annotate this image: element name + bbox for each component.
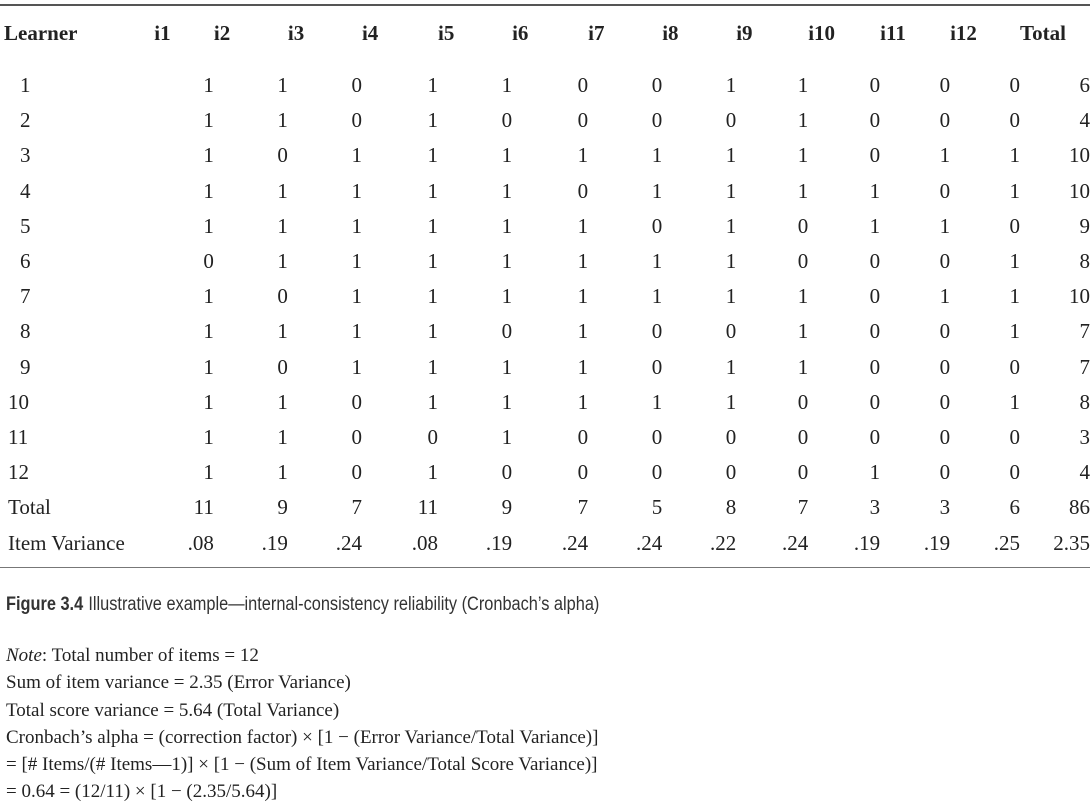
- table-row: [0, 490, 1090, 525]
- item-score-cell: 1: [277, 389, 288, 414]
- item-score-cell: 3: [939, 495, 951, 520]
- item-score-cell: 1: [203, 284, 214, 309]
- item-score-cell: 1: [277, 178, 288, 203]
- item-score-cell: 1: [203, 319, 214, 344]
- item-score-cell: 1: [797, 108, 809, 133]
- item-score-cell: 0: [1009, 354, 1020, 379]
- item-score-cell: 1: [351, 178, 362, 203]
- item-score-cell: 0: [939, 354, 951, 379]
- item-score-cell: 1: [651, 389, 663, 414]
- item-score-cell: 1: [725, 73, 737, 98]
- item-score-cell: 1: [1009, 284, 1020, 309]
- item-score-cell: 0: [501, 108, 513, 133]
- item-score-cell: .24: [335, 530, 362, 555]
- row-total-cell: 8: [1079, 249, 1090, 274]
- item-score-cell: 0: [651, 319, 663, 344]
- header-i2: i2: [213, 20, 231, 45]
- item-score-cell: 0: [725, 424, 737, 449]
- item-score-cell: 0: [651, 108, 663, 133]
- item-score-cell: 6: [1009, 495, 1020, 520]
- item-score-cell: 0: [797, 460, 809, 485]
- item-score-cell: 1: [203, 213, 214, 238]
- item-score-cell: 0: [797, 249, 809, 274]
- row-label: Item Variance: [8, 530, 125, 555]
- item-score-cell: 1: [501, 73, 513, 98]
- item-score-cell: 1: [277, 108, 288, 133]
- item-score-cell: 1: [427, 354, 439, 379]
- item-score-cell: .24: [635, 530, 663, 555]
- row-total-cell: 8: [1079, 389, 1090, 414]
- item-score-cell: 1: [577, 284, 589, 309]
- item-score-cell: 0: [277, 284, 288, 309]
- header-i1: i1: [154, 20, 171, 45]
- item-score-cell: 1: [577, 354, 589, 379]
- item-score-cell: 0: [577, 108, 589, 133]
- item-score-cell: 1: [203, 424, 214, 449]
- item-score-cell: 0: [869, 73, 881, 98]
- item-score-cell: 0: [351, 389, 362, 414]
- note-line-alpha-formula: Cronbach’s alpha = (correction factor) × [1 − (Error Variance/Total Variance)]: [6, 726, 599, 748]
- row-label: 9: [20, 354, 31, 379]
- item-score-cell: 0: [797, 424, 809, 449]
- item-score-cell: 1: [277, 460, 288, 485]
- row-label: 11: [8, 424, 29, 449]
- item-score-cell: 7: [577, 495, 589, 520]
- item-score-cell: 1: [577, 249, 589, 274]
- item-score-cell: 0: [651, 213, 663, 238]
- item-score-cell: 1: [501, 213, 513, 238]
- item-score-cell: 1: [577, 143, 589, 168]
- item-score-cell: .24: [781, 530, 809, 555]
- item-score-cell: 0: [1009, 460, 1020, 485]
- header-i10: i10: [808, 20, 836, 45]
- table-row: [0, 350, 1090, 385]
- row-label: 8: [20, 319, 31, 344]
- note-line-total-variance: Total score variance = 5.64 (Total Variance): [6, 699, 340, 721]
- item-score-cell: 0: [577, 73, 589, 98]
- item-score-cell: 0: [1009, 108, 1020, 133]
- item-score-cell: 0: [1009, 424, 1020, 449]
- item-score-cell: 1: [869, 213, 881, 238]
- item-score-cell: 1: [501, 249, 513, 274]
- item-score-cell: 0: [797, 213, 809, 238]
- item-score-cell: 0: [939, 249, 951, 274]
- table-row: [0, 455, 1090, 490]
- item-score-cell: 0: [797, 389, 809, 414]
- item-score-cell: 1: [725, 178, 737, 203]
- item-score-cell: 1: [427, 178, 439, 203]
- data-table-container: [0, 4, 1090, 568]
- item-score-cell: 0: [501, 319, 513, 344]
- row-total-cell: 4: [1079, 108, 1090, 133]
- header-i5: i5: [438, 20, 455, 45]
- item-score-cell: 1: [577, 389, 589, 414]
- item-score-cell: 1: [1009, 143, 1020, 168]
- item-score-cell: 1: [427, 213, 439, 238]
- item-score-cell: 1: [351, 249, 362, 274]
- item-score-cell: .19: [923, 530, 951, 555]
- item-score-cell: 9: [277, 495, 288, 520]
- item-score-cell: 0: [869, 284, 881, 309]
- item-score-cell: 1: [797, 354, 809, 379]
- item-score-cell: 1: [427, 249, 439, 274]
- row-label: 3: [20, 143, 31, 168]
- item-score-cell: 1: [1009, 249, 1020, 274]
- item-score-cell: .19: [485, 530, 513, 555]
- row-label: 12: [8, 460, 29, 485]
- table-row: [0, 314, 1090, 349]
- header-i3: i3: [287, 20, 305, 45]
- table-row: [0, 138, 1090, 173]
- item-score-cell: 1: [1009, 178, 1020, 203]
- item-score-cell: 1: [203, 354, 214, 379]
- row-total-cell: 7: [1079, 319, 1090, 344]
- item-score-cell: 1: [427, 284, 439, 309]
- item-score-cell: 0: [203, 249, 214, 274]
- item-score-cell: 1: [203, 460, 214, 485]
- item-score-cell: 0: [351, 108, 362, 133]
- item-score-cell: 1: [277, 319, 288, 344]
- item-score-cell: 1: [651, 143, 663, 168]
- item-score-cell: 1: [351, 284, 362, 309]
- item-score-cell: 0: [651, 424, 663, 449]
- item-score-cell: 0: [869, 249, 881, 274]
- header-i11: i11: [880, 20, 906, 45]
- item-score-cell: 0: [277, 354, 288, 379]
- item-score-cell: 0: [939, 389, 951, 414]
- item-score-cell: 0: [725, 319, 737, 344]
- note-line-result: = 0.64 = (12/11) × [1 − (2.35/5.64)]: [6, 781, 278, 803]
- item-score-cell: 1: [203, 389, 214, 414]
- item-score-cell: 1: [277, 249, 288, 274]
- row-label: 1: [20, 73, 31, 98]
- item-score-cell: 1: [427, 108, 439, 133]
- item-score-cell: 0: [427, 424, 439, 449]
- item-score-cell: 1: [651, 249, 663, 274]
- item-score-cell: 1: [725, 284, 737, 309]
- table-row: [0, 420, 1090, 455]
- header-i7: i7: [588, 20, 605, 45]
- row-label: Total: [8, 495, 51, 520]
- item-score-cell: 1: [651, 178, 663, 203]
- item-score-cell: 1: [725, 143, 737, 168]
- row-total-cell: 6: [1079, 73, 1090, 98]
- table-row: [0, 60, 1090, 103]
- item-score-cell: 1: [797, 284, 809, 309]
- row-label: 7: [20, 284, 31, 309]
- item-score-cell: 1: [501, 284, 513, 309]
- item-score-cell: 0: [939, 178, 951, 203]
- item-score-cell: 1: [351, 319, 362, 344]
- row-total-cell: 10: [1069, 143, 1090, 168]
- table-body: [0, 60, 1090, 567]
- item-score-cell: 1: [351, 354, 362, 379]
- row-total-cell: 9: [1079, 213, 1090, 238]
- row-label: 6: [20, 249, 31, 274]
- header-i4: i4: [361, 20, 379, 45]
- item-score-cell: 5: [651, 495, 663, 520]
- item-score-cell: .08: [411, 530, 439, 555]
- item-score-cell: 0: [939, 460, 951, 485]
- item-score-cell: 1: [939, 143, 951, 168]
- table-bottom-rule: [0, 567, 1090, 568]
- item-score-cell: 1: [277, 73, 288, 98]
- item-score-cell: 0: [1009, 73, 1020, 98]
- notes-block: [6, 642, 598, 806]
- note-text: : Total number of items = 12: [41, 645, 259, 666]
- item-score-cell: 1: [427, 460, 439, 485]
- item-score-cell: 1: [203, 73, 214, 98]
- item-score-cell: 1: [203, 178, 214, 203]
- item-score-cell: 1: [277, 213, 288, 238]
- item-score-cell: 0: [651, 73, 663, 98]
- item-score-cell: 1: [501, 354, 513, 379]
- item-score-cell: 0: [939, 108, 951, 133]
- item-score-cell: .19: [261, 530, 288, 555]
- item-score-cell: 7: [351, 495, 362, 520]
- item-score-cell: 1: [427, 73, 439, 98]
- item-score-cell: 0: [869, 143, 881, 168]
- item-score-cell: 1: [501, 389, 513, 414]
- row-total-cell: 86: [1069, 495, 1090, 520]
- header-total: Total: [1020, 20, 1066, 45]
- item-score-cell: 0: [651, 460, 663, 485]
- item-score-cell: 1: [869, 178, 881, 203]
- table-header-row: [0, 6, 1090, 60]
- item-score-cell: 1: [797, 73, 809, 98]
- row-label: 5: [20, 213, 31, 238]
- item-score-cell: 0: [725, 460, 737, 485]
- item-score-cell: 1: [203, 108, 214, 133]
- item-score-cell: 1: [427, 389, 439, 414]
- item-score-cell: 3: [869, 495, 881, 520]
- table-row: [0, 103, 1090, 138]
- item-score-cell: .22: [709, 530, 737, 555]
- header-learner: Learner: [4, 20, 78, 45]
- item-score-cell: 0: [651, 354, 663, 379]
- item-score-cell: 0: [577, 460, 589, 485]
- item-score-cell: 11: [417, 495, 439, 520]
- table-row: [0, 209, 1090, 244]
- note-line-expanded-formula: = [# Items/(# Items—1)] × [1 − (Sum of Item Variance/Total Score Variance)]: [6, 754, 598, 776]
- item-score-cell: 1: [427, 143, 439, 168]
- item-score-cell: 1: [577, 213, 589, 238]
- row-label: 2: [20, 108, 31, 133]
- item-score-cell: 0: [939, 73, 951, 98]
- header-i12: i12: [950, 20, 977, 45]
- item-score-cell: 1: [725, 249, 737, 274]
- row-total-cell: 2.35: [1053, 530, 1090, 555]
- item-score-cell: 1: [203, 143, 214, 168]
- row-total-cell: 3: [1079, 424, 1090, 449]
- note-line-error-variance: Sum of item variance = 2.35 (Error Variance): [6, 672, 351, 694]
- item-score-cell: 0: [277, 143, 288, 168]
- figure-label: Figure 3.4: [6, 594, 84, 615]
- item-score-cell: 0: [869, 389, 881, 414]
- item-score-cell: 0: [869, 424, 881, 449]
- table-row: [0, 525, 1090, 566]
- item-score-cell: 0: [501, 460, 513, 485]
- item-score-cell: 1: [1009, 319, 1020, 344]
- item-score-cell: 1: [501, 424, 513, 449]
- note-label: Note: [6, 645, 42, 666]
- item-score-cell: 1: [351, 213, 362, 238]
- item-score-cell: 1: [651, 284, 663, 309]
- item-score-cell: 1: [427, 319, 439, 344]
- item-score-cell: 1: [351, 143, 362, 168]
- item-score-cell: 0: [351, 73, 362, 98]
- item-score-cell: 0: [577, 424, 589, 449]
- figure-caption: [6, 594, 599, 616]
- item-score-cell: 0: [869, 108, 881, 133]
- row-total-cell: 7: [1079, 354, 1090, 379]
- table-row: [0, 244, 1090, 279]
- table-row: [0, 385, 1090, 420]
- figure-caption-text: Illustrative example—internal-consistency reliability (Cronbach’s alpha): [88, 594, 600, 615]
- header-i8: i8: [662, 20, 679, 45]
- item-score-cell: 11: [193, 495, 214, 520]
- item-score-cell: .24: [561, 530, 589, 555]
- item-score-cell: 1: [869, 460, 881, 485]
- item-score-cell: 0: [725, 108, 737, 133]
- reliability-table: [0, 6, 1090, 567]
- note-line-items: [6, 642, 598, 669]
- item-score-cell: 0: [939, 424, 951, 449]
- item-score-cell: 1: [501, 143, 513, 168]
- row-total-cell: 10: [1069, 178, 1090, 203]
- item-score-cell: 1: [725, 354, 737, 379]
- item-score-cell: 1: [939, 213, 951, 238]
- item-score-cell: .25: [993, 530, 1020, 555]
- item-score-cell: 1: [1009, 389, 1020, 414]
- row-label: 10: [8, 389, 29, 414]
- item-score-cell: 1: [725, 213, 737, 238]
- item-score-cell: 0: [1009, 213, 1020, 238]
- item-score-cell: 1: [277, 424, 288, 449]
- item-score-cell: 8: [725, 495, 737, 520]
- item-score-cell: 1: [501, 178, 513, 203]
- item-score-cell: 1: [797, 143, 809, 168]
- header-i9: i9: [736, 20, 753, 45]
- item-score-cell: 0: [869, 354, 881, 379]
- header-i6: i6: [512, 20, 529, 45]
- item-score-cell: 0: [869, 319, 881, 344]
- item-score-cell: 1: [577, 319, 589, 344]
- table-row: [0, 174, 1090, 209]
- item-score-cell: 0: [351, 424, 362, 449]
- row-total-cell: 10: [1069, 284, 1090, 309]
- item-score-cell: 1: [797, 178, 809, 203]
- item-score-cell: 1: [797, 319, 809, 344]
- table-row: [0, 279, 1090, 314]
- item-score-cell: 0: [351, 460, 362, 485]
- item-score-cell: 9: [501, 495, 513, 520]
- item-score-cell: 0: [577, 178, 589, 203]
- item-score-cell: 0: [939, 319, 951, 344]
- row-label: 4: [20, 178, 31, 203]
- item-score-cell: 7: [797, 495, 809, 520]
- item-score-cell: 1: [725, 389, 737, 414]
- item-score-cell: 1: [939, 284, 951, 309]
- row-total-cell: 4: [1079, 460, 1090, 485]
- item-score-cell: .19: [853, 530, 881, 555]
- item-score-cell: .08: [187, 530, 214, 555]
